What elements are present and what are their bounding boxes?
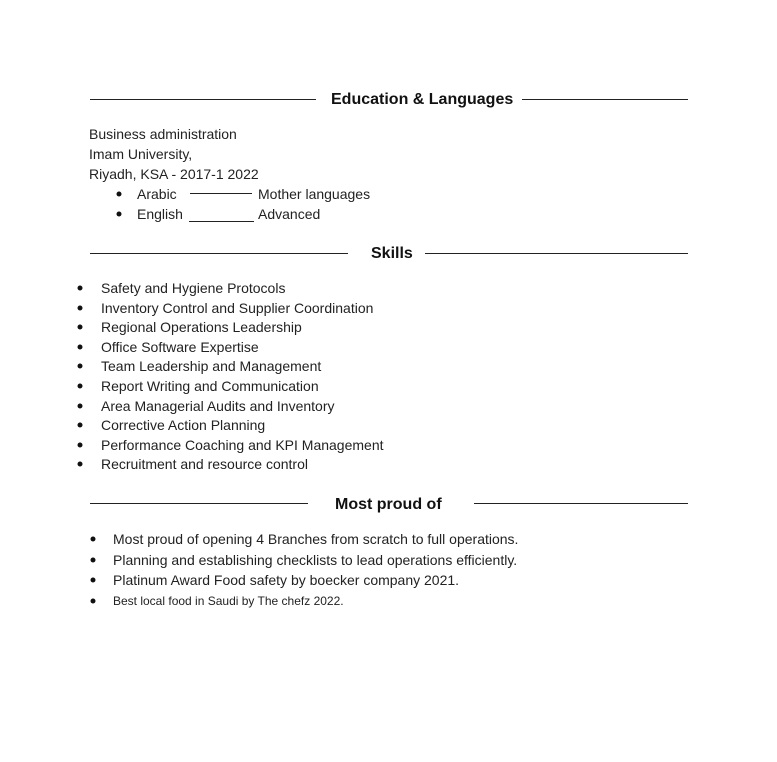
list-item-text: Best local food in Saudi by The chefz 2022. xyxy=(113,594,344,608)
list-item-text: Platinum Award Food safety by boecker company 2021. xyxy=(113,572,460,588)
divider xyxy=(90,253,348,254)
divider xyxy=(90,99,316,100)
language-level: Mother languages xyxy=(258,186,371,202)
location-dates: Riyadh, KSA - 2017-1 2022 xyxy=(89,166,259,182)
bullet-icon xyxy=(78,325,83,330)
divider xyxy=(90,503,308,504)
list-item-text: Team Leadership and Management xyxy=(101,358,322,374)
degree: Business administration xyxy=(89,126,237,142)
list-item-text: Performance Coaching and KPI Management xyxy=(101,437,384,453)
divider xyxy=(522,99,688,100)
language-name: Arabic xyxy=(137,186,177,202)
bullet-icon xyxy=(78,404,83,409)
list-item-text: Recruitment and resource control xyxy=(101,456,308,472)
bullet-icon xyxy=(78,443,83,448)
list-item-text: Inventory Control and Supplier Coordination xyxy=(101,300,374,316)
list-item-text: Office Software Expertise xyxy=(101,339,259,355)
bullet-icon xyxy=(78,364,83,369)
bullet-icon xyxy=(78,462,83,467)
language-name: English xyxy=(137,206,183,222)
list-item-text: Regional Operations Leadership xyxy=(101,319,302,335)
bullet-icon xyxy=(117,212,122,217)
bullet-icon xyxy=(78,384,83,389)
bullet-icon xyxy=(91,599,96,604)
section-heading: Most proud of xyxy=(335,496,442,513)
section-heading: Skills xyxy=(371,245,413,262)
divider xyxy=(190,193,252,194)
section-heading: Education & Languages xyxy=(331,91,514,108)
list-item-text: Safety and Hygiene Protocols xyxy=(101,280,286,296)
list-item-text: Most proud of opening 4 Branches from scratch to full operations. xyxy=(113,531,519,547)
university: Imam University, xyxy=(89,146,193,162)
bullet-icon xyxy=(91,578,96,583)
list-item-text: Report Writing and Communication xyxy=(101,378,319,394)
bullet-icon xyxy=(78,286,83,291)
language-level: Advanced xyxy=(258,206,321,222)
bullet-icon xyxy=(78,345,83,350)
bullet-icon xyxy=(78,306,83,311)
bullet-icon xyxy=(91,558,96,563)
list-item-text: Area Managerial Audits and Inventory xyxy=(101,398,335,414)
underline xyxy=(189,221,254,222)
bullet-icon xyxy=(117,192,122,197)
bullet-icon xyxy=(91,537,96,542)
bullet-icon xyxy=(78,423,83,428)
list-item-text: Corrective Action Planning xyxy=(101,417,266,433)
list-item-text: Planning and establishing checklists to lead operations efficiently. xyxy=(113,552,518,568)
divider xyxy=(425,253,688,254)
divider xyxy=(474,503,688,504)
